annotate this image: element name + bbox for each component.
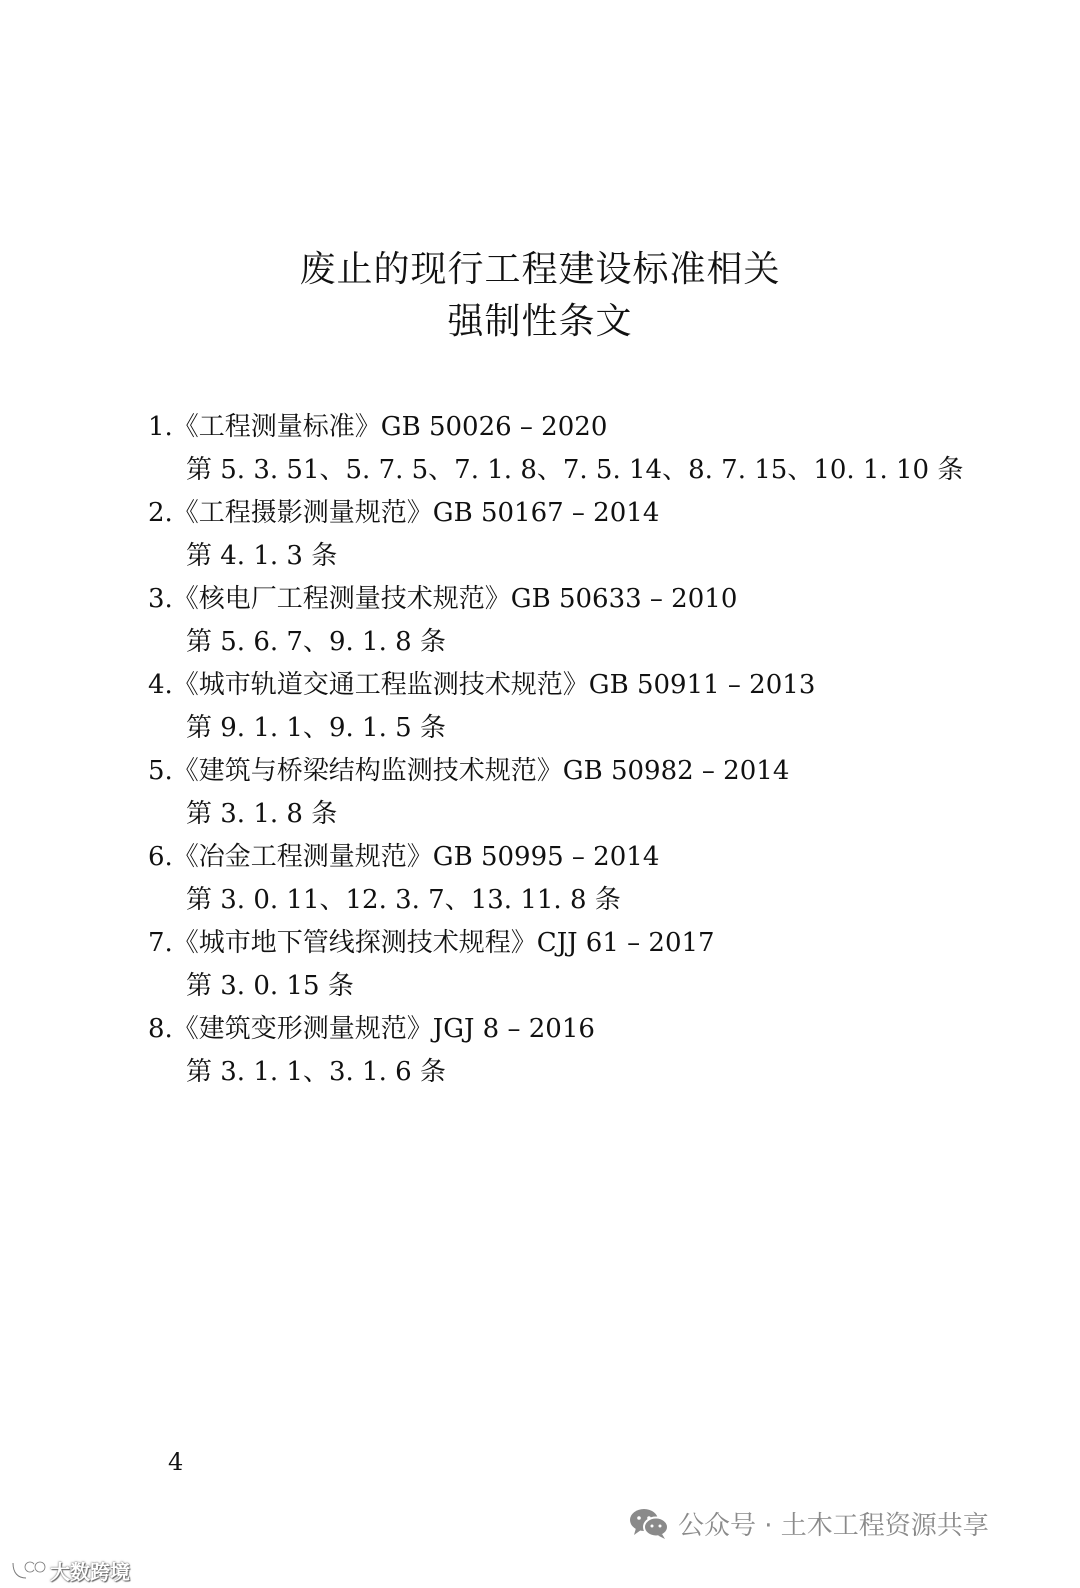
standard-clauses: 第 3. 0. 11、12. 3. 7、13. 11. 8 条 [186, 885, 621, 915]
list-item [148, 492, 1028, 578]
wechat-icon [628, 1506, 670, 1540]
standards-list [148, 406, 1028, 1094]
list-item [148, 578, 1028, 664]
page-title-line-2: 强制性条文 [447, 301, 633, 342]
brand-logo-icon [10, 1559, 46, 1581]
watermark-text: 公众号 · 土木工程资源共享 [678, 1510, 989, 1541]
list-item [148, 1008, 1028, 1094]
standard-clauses: 第 3. 0. 15 条 [186, 971, 354, 1001]
list-item [148, 836, 1028, 922]
standard-title: 7.《城市地下管线探测技术规程》CJJ 61 – 2017 [148, 928, 715, 958]
list-item [148, 664, 1028, 750]
list-item [148, 406, 1028, 492]
standard-title: 3.《核电厂工程测量技术规范》GB 50633 – 2010 [148, 584, 738, 614]
standard-title: 8.《建筑变形测量规范》JGJ 8 – 2016 [148, 1014, 595, 1044]
standard-clauses: 第 3. 1. 8 条 [186, 799, 338, 829]
corner-watermark [10, 1555, 130, 1585]
standard-clauses: 第 5. 6. 7、9. 1. 8 条 [186, 627, 446, 657]
list-item [148, 922, 1028, 1008]
standard-clauses: 第 4. 1. 3 条 [186, 541, 338, 571]
standard-clauses: 第 9. 1. 1、9. 1. 5 条 [186, 713, 446, 743]
standard-title: 2.《工程摄影测量规范》GB 50167 – 2014 [148, 498, 660, 528]
wechat-watermark [628, 1503, 989, 1543]
corner-watermark-text: 大数跨境 [50, 1559, 130, 1584]
standard-clauses: 第 3. 1. 1、3. 1. 6 条 [186, 1057, 446, 1087]
page-number: 4 [168, 1448, 184, 1476]
standard-title: 1.《工程测量标准》GB 50026 – 2020 [148, 412, 608, 442]
page-title-line-1: 废止的现行工程建设标准相关 [299, 249, 781, 290]
list-item [148, 750, 1028, 836]
standard-title: 5.《建筑与桥梁结构监测技术规范》GB 50982 – 2014 [148, 756, 790, 786]
standard-title: 4.《城市轨道交通工程监测技术规范》GB 50911 – 2013 [148, 670, 816, 700]
standard-title: 6.《冶金工程测量规范》GB 50995 – 2014 [148, 842, 660, 872]
standard-clauses: 第 5. 3. 51、5. 7. 5、7. 1. 8、7. 5. 14、8. 7. 15、10. 1. 10 条 [186, 455, 964, 485]
